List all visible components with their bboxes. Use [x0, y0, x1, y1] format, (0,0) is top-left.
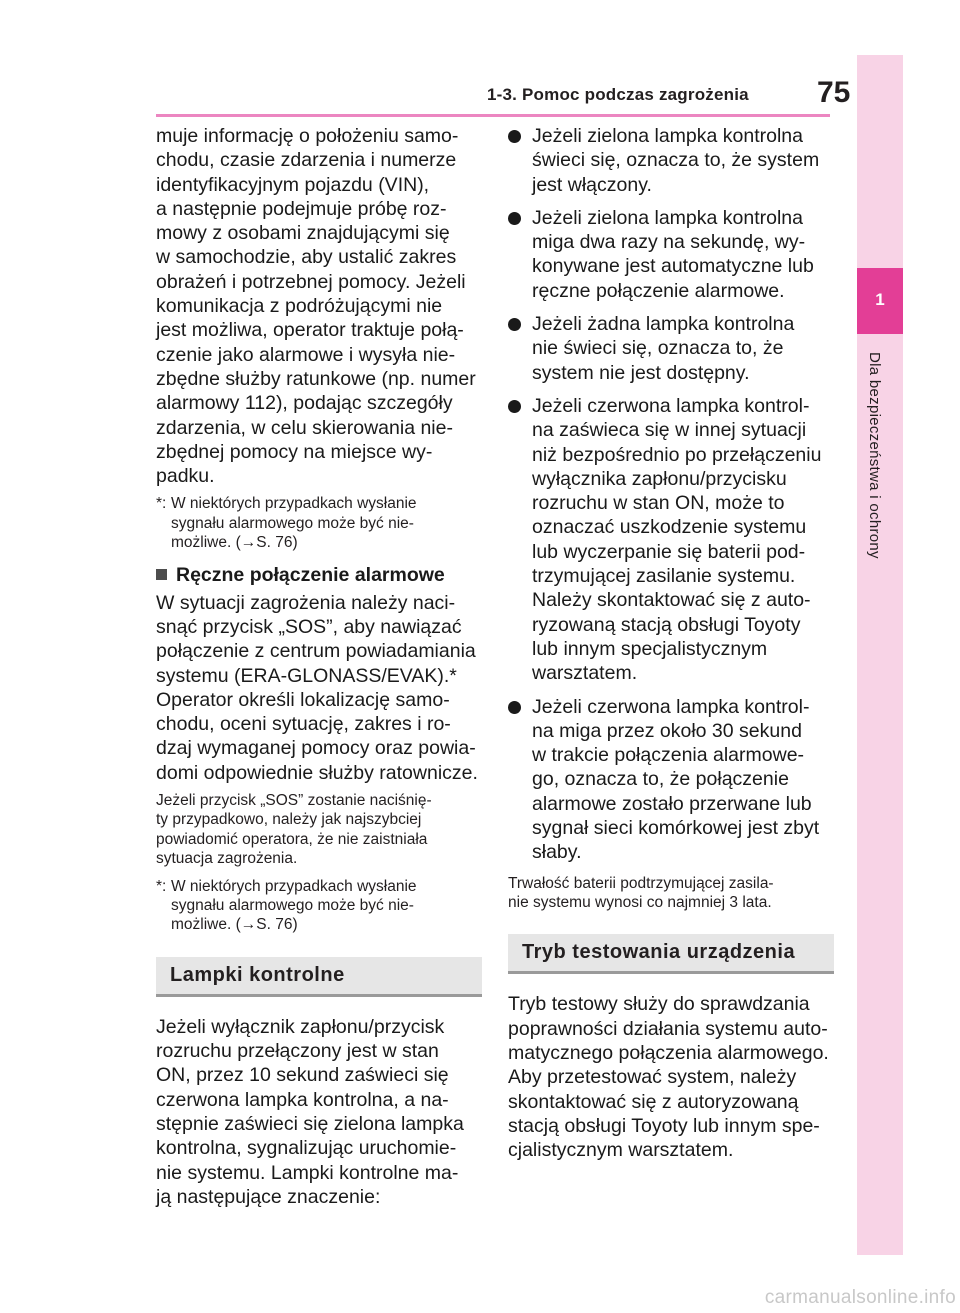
chapter-number: 1 — [875, 290, 885, 309]
lamps-section-heading: Lampki kontrolne — [156, 957, 482, 997]
battery-note: Trwałość baterii podtrzymującej zasila- nie systemu wynosi co najmniej 3 lata. — [508, 874, 774, 912]
footnote-mark: *: — [156, 495, 167, 513]
test-mode-section-heading: Tryb testowania urządzenia — [508, 934, 834, 974]
manual-call-note: Jeżeli przycisk „SOS” zostanie naciśnię- ty przypadkowo, należy jak najszybciej powiadomić operatora, że nie zaistniała sytuacja zagrożenia. — [156, 792, 432, 868]
bullet-dot-icon — [508, 318, 521, 331]
bullet-dot-icon — [508, 400, 521, 413]
test-mode-paragraph: Tryb testowy służy do sprawdzania poprawności działania systemu auto- matycznego połączenia alarmowego. Aby przetestować system, należy skontaktować się z autoryzowaną stacją obsługi Toyoty lub innym spe- cjalistycznym warsztatem. — [508, 993, 829, 1162]
watermark: carmanualsonline.info — [764, 1287, 956, 1308]
list-item-text: Jeżeli zielona lampka kontrolna świeci się, oznacza to, że system jest włączony. — [532, 125, 820, 196]
footnote-mark: *: — [156, 877, 167, 895]
intro-paragraph: muje informację o położeniu samo- chodu, czasie zdarzenia i numerze identyfikacyjnym pojazdu (VIN), a następnie podejmuje próbę roz- mowy z osobami znajdującymi się w samochodzie, aby ustalić zakres obrażeń i potrzebnej pomocy. Jeżeli komunikacja z podróżującymi nie jest możliwa, operator traktuje połą- czenie jako alarmowe i wysyła nie- zbędne służby ratunkowe (np. numer alarmowy 112), podając szczegóły zdarzenia, w celu skierowania nie- zbędnej pomocy na miejsce wy- padku. — [156, 125, 476, 488]
manual-call-paragraph: W sytuacji zagrożenia należy naci- snąć przycisk „SOS”, aby nawiązać połączenie z centrum powiadamiania systemu (ERA-GLONASS/EVAK).* Operator określi lokalizację samo- chodu, oceni sytuację, zakres i ro- dzaj wymaganej pomocy oraz powia- domi odpowiednie służby ratownicze. — [156, 591, 478, 784]
list-item — [508, 394, 834, 686]
footnote-text: W niektórych przypadkach wysłanie sygnału alarmowego może być nie- możliwe. (→S. 76) — [171, 877, 417, 934]
bullet-dot-icon — [508, 130, 521, 143]
lamps-paragraph: Jeżeli wyłącznik zapłonu/przycisk rozruchu przełączony jest w stan ON, przez 10 sekund zaświeci się czerwona lampka kontrolna, a na- stępnie zaświeci się zielona lampka kontrolna, sygnalizując uruchomie- nie systemu. Lampki kontrolne ma- ją następujące znaczenie: — [156, 1015, 464, 1208]
list-item — [508, 695, 834, 865]
right-column — [508, 124, 834, 1169]
footnote-text: W niektórych przypadkach wysłanie sygnału alarmowego może być nie- możliwe. (→S. 76) — [171, 495, 417, 552]
chapter-title: Dla bezpieczeństwa i ochrony — [866, 352, 883, 559]
section-title: 1-3. Pomoc podczas zagrożenia — [487, 85, 749, 104]
list-item-text: Jeżeli czerwona lampka kontrol- na zaświeca się w innej sytuacji niż bezpośrednio po przełączeniu wyłącznika zapłonu/przycisku rozruchu w stan ON, może to oznaczać uszkodzenie systemu lub wyczerpanie się baterii pod- trzymującej zasilanie systemu. Należy skontaktować się z auto- ryzowaną stacją obsługi Toyoty lub innym specjalistycznym warsztatem. — [532, 394, 822, 685]
list-item-text: Jeżeli zielona lampka kontrolna miga dwa razy na sekundę, wy- konywane jest automatyczne lub ręczne połączenie alarmowe. — [532, 206, 814, 302]
bullet-dot-icon — [508, 701, 521, 714]
footnote — [156, 877, 482, 935]
list-item — [508, 206, 834, 303]
manual-call-heading — [156, 563, 482, 587]
header-divider — [156, 114, 830, 117]
list-item — [508, 124, 834, 197]
page-number: 75 — [817, 76, 851, 109]
bullet-dot-icon — [508, 212, 521, 225]
left-column — [156, 124, 482, 1215]
footnote — [156, 494, 482, 552]
list-item-text: Jeżeli czerwona lampka kontrol- na miga przez około 30 sekund w trakcie połączenia alarmowe- go, oznacza to, że połączenie alarmowe zostało przerwane lub sygnał sieci komórkowej jest zbyt słaby. — [532, 695, 820, 864]
list-item — [508, 312, 834, 385]
side-strip — [857, 55, 903, 1255]
square-bullet-icon — [156, 569, 167, 580]
manual-call-heading-label: Ręczne połączenie alarmowe — [176, 563, 445, 586]
list-item-text: Jeżeli żadna lampka kontrolna nie świeci się, oznacza to, że system nie jest dostępny. — [532, 313, 795, 384]
